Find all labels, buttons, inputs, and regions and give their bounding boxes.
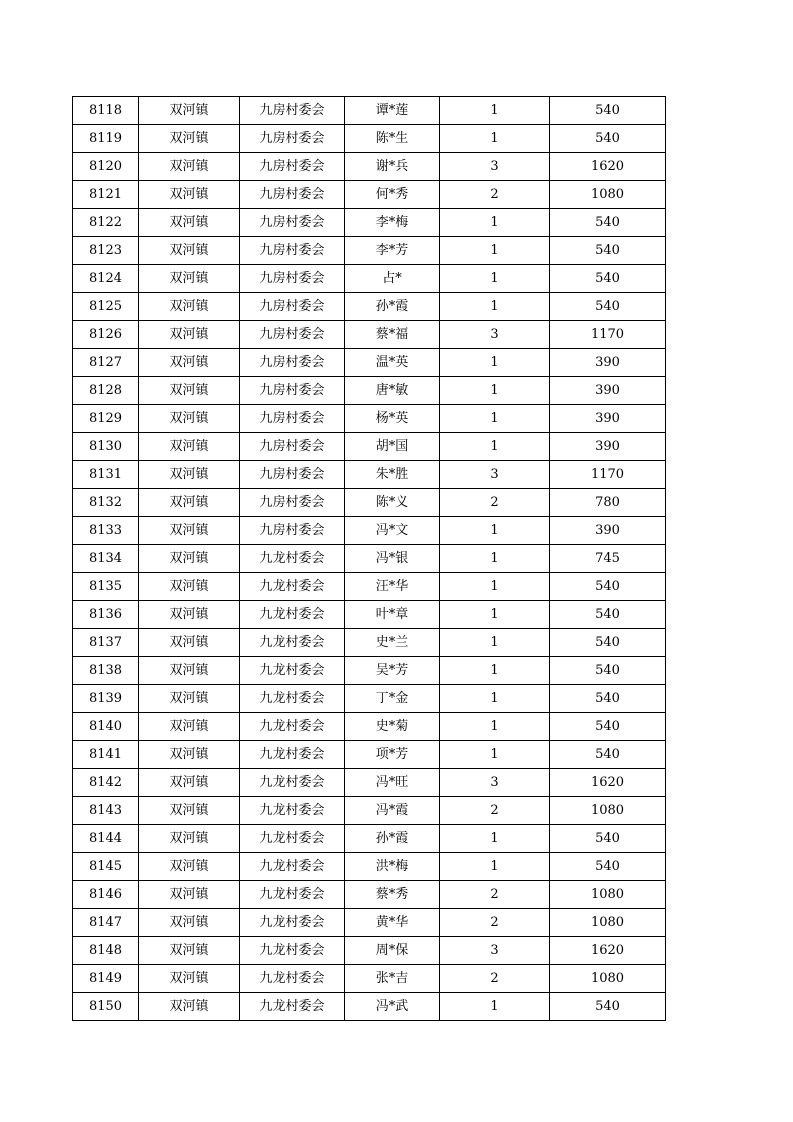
cell-village-committee: 九龙村委会 — [240, 993, 345, 1021]
cell-amount: 390 — [550, 377, 666, 405]
cell-household-count: 2 — [440, 181, 550, 209]
cell-person-name: 何*秀 — [345, 181, 440, 209]
table-row — [73, 237, 666, 265]
cell-person-name: 谭*莲 — [345, 97, 440, 125]
cell-person-name: 汪*华 — [345, 573, 440, 601]
cell-village-committee: 九房村委会 — [240, 433, 345, 461]
roster-table — [72, 96, 666, 1021]
cell-town: 双河镇 — [139, 825, 240, 853]
cell-amount: 540 — [550, 657, 666, 685]
cell-household-count: 1 — [440, 545, 550, 573]
cell-serial-number: 8144 — [73, 825, 139, 853]
cell-amount: 1620 — [550, 769, 666, 797]
cell-person-name: 冯*武 — [345, 993, 440, 1021]
cell-household-count: 1 — [440, 853, 550, 881]
cell-amount: 1170 — [550, 321, 666, 349]
table-row — [73, 321, 666, 349]
cell-serial-number: 8145 — [73, 853, 139, 881]
cell-town: 双河镇 — [139, 937, 240, 965]
cell-village-committee: 九龙村委会 — [240, 741, 345, 769]
cell-serial-number: 8131 — [73, 461, 139, 489]
cell-town: 双河镇 — [139, 377, 240, 405]
cell-town: 双河镇 — [139, 517, 240, 545]
cell-person-name: 洪*梅 — [345, 853, 440, 881]
cell-amount: 390 — [550, 349, 666, 377]
cell-household-count: 1 — [440, 993, 550, 1021]
cell-village-committee: 九房村委会 — [240, 405, 345, 433]
cell-village-committee: 九房村委会 — [240, 349, 345, 377]
table-row — [73, 853, 666, 881]
cell-town: 双河镇 — [139, 153, 240, 181]
cell-household-count: 3 — [440, 153, 550, 181]
cell-serial-number: 8135 — [73, 573, 139, 601]
cell-amount: 1080 — [550, 965, 666, 993]
cell-amount: 540 — [550, 573, 666, 601]
cell-town: 双河镇 — [139, 853, 240, 881]
cell-person-name: 张*吉 — [345, 965, 440, 993]
cell-village-committee: 九房村委会 — [240, 321, 345, 349]
cell-household-count: 1 — [440, 237, 550, 265]
cell-village-committee: 九房村委会 — [240, 181, 345, 209]
cell-amount: 1080 — [550, 909, 666, 937]
cell-serial-number: 8118 — [73, 97, 139, 125]
cell-amount: 1080 — [550, 797, 666, 825]
cell-amount: 540 — [550, 293, 666, 321]
cell-serial-number: 8123 — [73, 237, 139, 265]
cell-amount: 1620 — [550, 937, 666, 965]
cell-village-committee: 九龙村委会 — [240, 825, 345, 853]
cell-serial-number: 8150 — [73, 993, 139, 1021]
cell-household-count: 1 — [440, 97, 550, 125]
cell-household-count: 1 — [440, 349, 550, 377]
cell-person-name: 孙*霞 — [345, 293, 440, 321]
cell-household-count: 1 — [440, 517, 550, 545]
cell-household-count: 3 — [440, 769, 550, 797]
cell-person-name: 冯*文 — [345, 517, 440, 545]
cell-household-count: 2 — [440, 797, 550, 825]
table-row — [73, 181, 666, 209]
cell-town: 双河镇 — [139, 685, 240, 713]
cell-household-count: 2 — [440, 909, 550, 937]
cell-amount: 540 — [550, 97, 666, 125]
table-row — [73, 993, 666, 1021]
cell-village-committee: 九龙村委会 — [240, 573, 345, 601]
cell-serial-number: 8126 — [73, 321, 139, 349]
cell-serial-number: 8140 — [73, 713, 139, 741]
table-row — [73, 741, 666, 769]
cell-town: 双河镇 — [139, 293, 240, 321]
cell-village-committee: 九龙村委会 — [240, 881, 345, 909]
cell-village-committee: 九房村委会 — [240, 153, 345, 181]
cell-town: 双河镇 — [139, 909, 240, 937]
cell-serial-number: 8146 — [73, 881, 139, 909]
cell-amount: 1080 — [550, 881, 666, 909]
table-row — [73, 629, 666, 657]
cell-serial-number: 8124 — [73, 265, 139, 293]
table-row — [73, 713, 666, 741]
table-row — [73, 545, 666, 573]
cell-person-name: 周*保 — [345, 937, 440, 965]
cell-household-count: 2 — [440, 881, 550, 909]
cell-serial-number: 8122 — [73, 209, 139, 237]
cell-town: 双河镇 — [139, 545, 240, 573]
cell-amount: 745 — [550, 545, 666, 573]
table-row — [73, 377, 666, 405]
table-row — [73, 909, 666, 937]
cell-town: 双河镇 — [139, 881, 240, 909]
table-row — [73, 769, 666, 797]
cell-town: 双河镇 — [139, 713, 240, 741]
cell-amount: 1080 — [550, 181, 666, 209]
cell-amount: 540 — [550, 993, 666, 1021]
cell-serial-number: 8132 — [73, 489, 139, 517]
cell-town: 双河镇 — [139, 349, 240, 377]
cell-village-committee: 九房村委会 — [240, 265, 345, 293]
cell-household-count: 1 — [440, 293, 550, 321]
table-row — [73, 685, 666, 713]
cell-household-count: 1 — [440, 573, 550, 601]
cell-person-name: 蔡*秀 — [345, 881, 440, 909]
cell-person-name: 陈*义 — [345, 489, 440, 517]
cell-village-committee: 九房村委会 — [240, 489, 345, 517]
cell-person-name: 丁*金 — [345, 685, 440, 713]
cell-amount: 540 — [550, 601, 666, 629]
cell-household-count: 1 — [440, 713, 550, 741]
table-row — [73, 937, 666, 965]
cell-person-name: 史*菊 — [345, 713, 440, 741]
cell-amount: 540 — [550, 825, 666, 853]
cell-person-name: 冯*银 — [345, 545, 440, 573]
cell-household-count: 1 — [440, 657, 550, 685]
cell-household-count: 1 — [440, 741, 550, 769]
cell-town: 双河镇 — [139, 741, 240, 769]
cell-town: 双河镇 — [139, 405, 240, 433]
cell-person-name: 谢*兵 — [345, 153, 440, 181]
cell-person-name: 黄*华 — [345, 909, 440, 937]
cell-town: 双河镇 — [139, 97, 240, 125]
cell-village-committee: 九房村委会 — [240, 377, 345, 405]
cell-serial-number: 8148 — [73, 937, 139, 965]
cell-household-count: 1 — [440, 433, 550, 461]
cell-amount: 390 — [550, 405, 666, 433]
cell-village-committee: 九房村委会 — [240, 237, 345, 265]
cell-village-committee: 九房村委会 — [240, 125, 345, 153]
table-row — [73, 405, 666, 433]
cell-person-name: 蔡*福 — [345, 321, 440, 349]
cell-serial-number: 8130 — [73, 433, 139, 461]
cell-village-committee: 九龙村委会 — [240, 937, 345, 965]
cell-village-committee: 九房村委会 — [240, 209, 345, 237]
cell-serial-number: 8138 — [73, 657, 139, 685]
cell-town: 双河镇 — [139, 125, 240, 153]
roster-table-body — [73, 97, 666, 1021]
cell-serial-number: 8143 — [73, 797, 139, 825]
cell-town: 双河镇 — [139, 181, 240, 209]
cell-serial-number: 8120 — [73, 153, 139, 181]
table-row — [73, 433, 666, 461]
table-row — [73, 797, 666, 825]
cell-person-name: 温*英 — [345, 349, 440, 377]
cell-town: 双河镇 — [139, 209, 240, 237]
cell-amount: 540 — [550, 209, 666, 237]
cell-town: 双河镇 — [139, 461, 240, 489]
cell-person-name: 史*兰 — [345, 629, 440, 657]
table-row — [73, 881, 666, 909]
cell-village-committee: 九龙村委会 — [240, 909, 345, 937]
cell-person-name: 李*梅 — [345, 209, 440, 237]
cell-town: 双河镇 — [139, 629, 240, 657]
cell-town: 双河镇 — [139, 237, 240, 265]
cell-village-committee: 九龙村委会 — [240, 657, 345, 685]
table-row — [73, 293, 666, 321]
cell-amount: 540 — [550, 713, 666, 741]
cell-amount: 540 — [550, 237, 666, 265]
cell-person-name: 杨*英 — [345, 405, 440, 433]
cell-town: 双河镇 — [139, 265, 240, 293]
cell-serial-number: 8121 — [73, 181, 139, 209]
cell-household-count: 1 — [440, 377, 550, 405]
table-row — [73, 349, 666, 377]
cell-village-committee: 九房村委会 — [240, 97, 345, 125]
cell-person-name: 占* — [345, 265, 440, 293]
cell-serial-number: 8141 — [73, 741, 139, 769]
cell-amount: 540 — [550, 853, 666, 881]
cell-town: 双河镇 — [139, 321, 240, 349]
cell-town: 双河镇 — [139, 797, 240, 825]
cell-person-name: 李*芳 — [345, 237, 440, 265]
cell-household-count: 3 — [440, 937, 550, 965]
table-row — [73, 153, 666, 181]
cell-amount: 540 — [550, 741, 666, 769]
cell-village-committee: 九房村委会 — [240, 461, 345, 489]
table-row — [73, 965, 666, 993]
cell-amount: 780 — [550, 489, 666, 517]
cell-person-name: 叶*章 — [345, 601, 440, 629]
cell-village-committee: 九房村委会 — [240, 293, 345, 321]
cell-village-committee: 九龙村委会 — [240, 853, 345, 881]
cell-person-name: 唐*敏 — [345, 377, 440, 405]
cell-household-count: 1 — [440, 209, 550, 237]
cell-amount: 1620 — [550, 153, 666, 181]
cell-town: 双河镇 — [139, 657, 240, 685]
cell-amount: 390 — [550, 517, 666, 545]
cell-serial-number: 8119 — [73, 125, 139, 153]
cell-household-count: 1 — [440, 629, 550, 657]
cell-amount: 540 — [550, 685, 666, 713]
cell-serial-number: 8142 — [73, 769, 139, 797]
cell-village-committee: 九龙村委会 — [240, 685, 345, 713]
cell-household-count: 2 — [440, 965, 550, 993]
table-row — [73, 489, 666, 517]
table-row — [73, 461, 666, 489]
cell-serial-number: 8134 — [73, 545, 139, 573]
cell-village-committee: 九龙村委会 — [240, 601, 345, 629]
cell-person-name: 冯*旺 — [345, 769, 440, 797]
cell-person-name: 孙*霞 — [345, 825, 440, 853]
cell-person-name: 吴*芳 — [345, 657, 440, 685]
table-row — [73, 125, 666, 153]
cell-village-committee: 九房村委会 — [240, 517, 345, 545]
cell-amount: 540 — [550, 629, 666, 657]
cell-town: 双河镇 — [139, 489, 240, 517]
cell-town: 双河镇 — [139, 993, 240, 1021]
table-row — [73, 601, 666, 629]
cell-household-count: 1 — [440, 685, 550, 713]
cell-serial-number: 8128 — [73, 377, 139, 405]
cell-serial-number: 8127 — [73, 349, 139, 377]
cell-person-name: 胡*国 — [345, 433, 440, 461]
cell-village-committee: 九龙村委会 — [240, 545, 345, 573]
cell-serial-number: 8125 — [73, 293, 139, 321]
cell-household-count: 1 — [440, 405, 550, 433]
cell-town: 双河镇 — [139, 573, 240, 601]
cell-household-count: 1 — [440, 125, 550, 153]
cell-person-name: 项*芳 — [345, 741, 440, 769]
cell-household-count: 1 — [440, 601, 550, 629]
cell-serial-number: 8139 — [73, 685, 139, 713]
cell-amount: 540 — [550, 265, 666, 293]
table-row — [73, 97, 666, 125]
cell-serial-number: 8129 — [73, 405, 139, 433]
table-row — [73, 657, 666, 685]
cell-amount: 1170 — [550, 461, 666, 489]
cell-serial-number: 8136 — [73, 601, 139, 629]
cell-household-count: 1 — [440, 265, 550, 293]
cell-person-name: 冯*霞 — [345, 797, 440, 825]
cell-amount: 540 — [550, 125, 666, 153]
cell-household-count: 3 — [440, 321, 550, 349]
cell-household-count: 1 — [440, 825, 550, 853]
cell-serial-number: 8137 — [73, 629, 139, 657]
table-row — [73, 517, 666, 545]
table-row — [73, 573, 666, 601]
cell-person-name: 陈*生 — [345, 125, 440, 153]
cell-household-count: 2 — [440, 489, 550, 517]
cell-village-committee: 九龙村委会 — [240, 797, 345, 825]
cell-serial-number: 8133 — [73, 517, 139, 545]
cell-village-committee: 九龙村委会 — [240, 769, 345, 797]
cell-serial-number: 8147 — [73, 909, 139, 937]
cell-village-committee: 九龙村委会 — [240, 965, 345, 993]
cell-person-name: 朱*胜 — [345, 461, 440, 489]
cell-town: 双河镇 — [139, 601, 240, 629]
cell-village-committee: 九龙村委会 — [240, 629, 345, 657]
cell-town: 双河镇 — [139, 433, 240, 461]
cell-village-committee: 九龙村委会 — [240, 713, 345, 741]
cell-town: 双河镇 — [139, 769, 240, 797]
table-row — [73, 265, 666, 293]
cell-serial-number: 8149 — [73, 965, 139, 993]
cell-town: 双河镇 — [139, 965, 240, 993]
table-row — [73, 209, 666, 237]
cell-household-count: 3 — [440, 461, 550, 489]
table-row — [73, 825, 666, 853]
cell-amount: 390 — [550, 433, 666, 461]
